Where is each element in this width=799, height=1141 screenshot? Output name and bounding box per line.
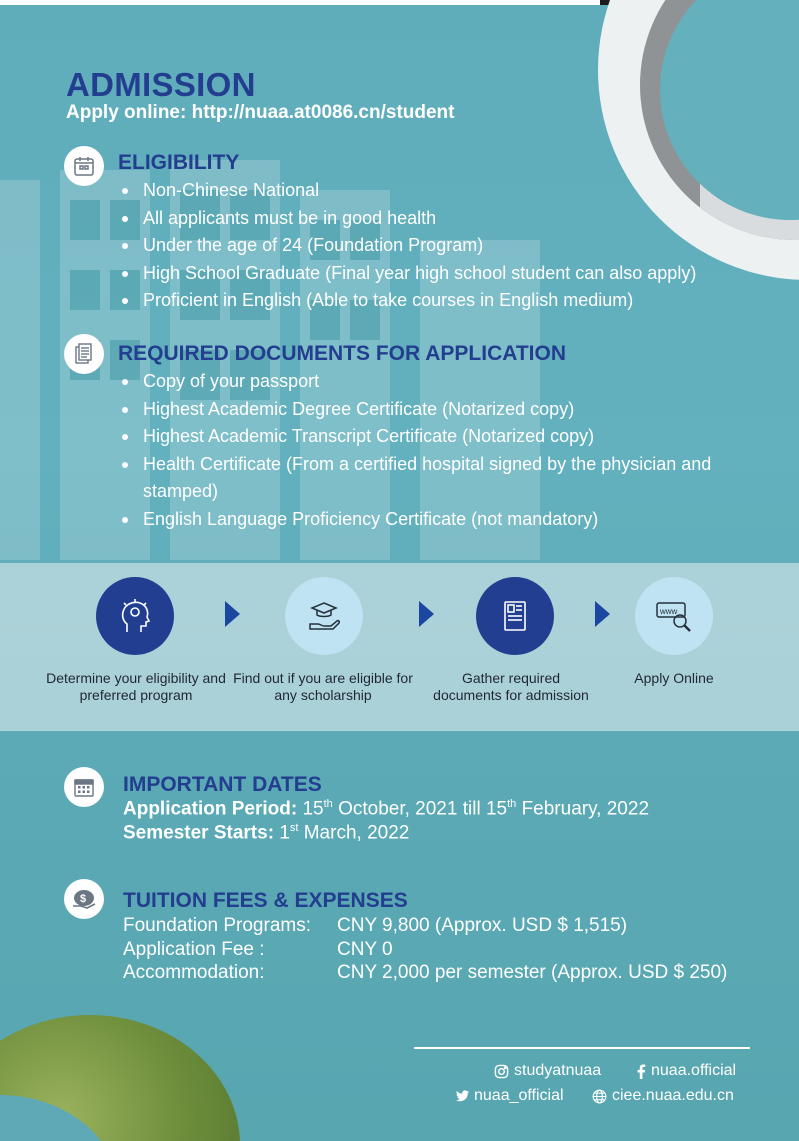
step-arrow-2 bbox=[419, 601, 434, 627]
application-period: Application Period: 15th October, 2021 till 15th February, 2022 bbox=[123, 798, 650, 820]
apply-online-link[interactable]: Apply online: http://nuaa.at0086.cn/student bbox=[66, 102, 455, 123]
list-item: English Language Proficiency Certificate (not mandatory) bbox=[119, 506, 739, 534]
fees-heading: TUITION FEES & EXPENSES bbox=[123, 889, 408, 912]
list-item: Health Certificate (From a certified hospital signed by the physician and stamped) bbox=[119, 451, 739, 506]
calendar-icon bbox=[64, 767, 104, 807]
step-label-4: Apply Online bbox=[634, 670, 714, 686]
step-label-2: Find out if you are eligible for any scholarship bbox=[233, 670, 413, 703]
globe-icon bbox=[592, 1089, 607, 1104]
eligibility-list bbox=[119, 177, 779, 315]
calendar-check-icon bbox=[64, 146, 104, 186]
list-item: Non-Chinese National bbox=[119, 177, 779, 205]
list-item: Under the age of 24 (Foundation Program) bbox=[119, 232, 779, 260]
facebook-link[interactable]: nuaa.official bbox=[636, 1062, 736, 1080]
page-title: ADMISSION bbox=[66, 66, 256, 103]
instagram-icon bbox=[494, 1064, 509, 1079]
money-hand-icon bbox=[64, 879, 104, 919]
graduation-cap-hand-icon bbox=[285, 577, 363, 655]
twitter-icon bbox=[456, 1090, 469, 1102]
list-item: Proficient in English (Able to take courses in English medium) bbox=[119, 287, 779, 315]
semester-starts: Semester Starts: 1st March, 2022 bbox=[123, 822, 410, 844]
footer-divider bbox=[414, 1047, 750, 1049]
step-arrow-3 bbox=[595, 601, 610, 627]
list-item: All applicants must be in good health bbox=[119, 205, 779, 233]
facebook-icon bbox=[636, 1064, 646, 1079]
twitter-link[interactable]: nuaa_official bbox=[456, 1087, 564, 1105]
list-item: Highest Academic Transcript Certificate (Notarized copy) bbox=[119, 423, 739, 451]
list-item: Copy of your passport bbox=[119, 368, 739, 396]
dates-heading: IMPORTANT DATES bbox=[123, 773, 322, 796]
www-search-icon bbox=[635, 577, 713, 655]
website-link[interactable]: ciee.nuaa.edu.cn bbox=[592, 1087, 734, 1105]
list-item: Highest Academic Degree Certificate (Notarized copy) bbox=[119, 396, 739, 424]
eligibility-heading: ELIGIBILITY bbox=[118, 151, 240, 174]
step-arrow-1 bbox=[225, 601, 240, 627]
documents-icon bbox=[64, 334, 104, 374]
fee-label-foundation: Foundation Programs: bbox=[123, 915, 311, 936]
fee-label-application: Application Fee : bbox=[123, 939, 265, 960]
fee-label-accommodation: Accommodation: bbox=[123, 962, 265, 983]
step-label-1: Determine your eligibility and preferred program bbox=[46, 670, 226, 703]
step-label-3: Gather required documents for admission bbox=[433, 670, 589, 703]
documents-list bbox=[119, 368, 739, 533]
fee-value-foundation: CNY 9,800 (Approx. USD $ 1,515) bbox=[337, 915, 628, 936]
documents-heading: REQUIRED DOCUMENTS FOR APPLICATION bbox=[118, 342, 567, 365]
document-folder-icon bbox=[476, 577, 554, 655]
idea-head-icon bbox=[96, 577, 174, 655]
svg-text:www: www bbox=[660, 607, 678, 616]
list-item: High School Graduate (Final year high school student can also apply) bbox=[119, 260, 779, 288]
svg-text:$: $ bbox=[80, 893, 87, 905]
fee-value-application: CNY 0 bbox=[337, 939, 393, 960]
fee-value-accommodation: CNY 2,000 per semester (Approx. USD $ 250) bbox=[337, 962, 728, 983]
instagram-link[interactable]: studyatnuaa bbox=[494, 1062, 601, 1080]
